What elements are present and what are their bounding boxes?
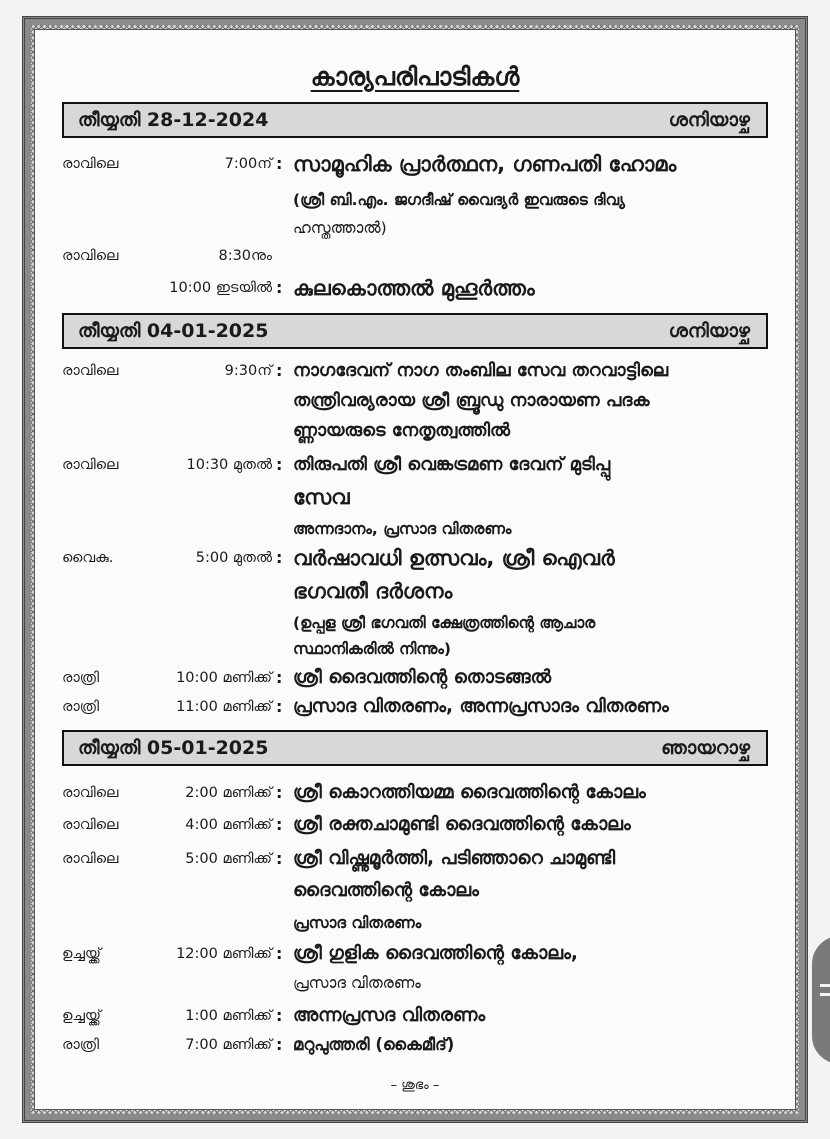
- schedule-row: [35, 149, 795, 179]
- event-note: (ശ്രീ ബി.എം. ജഗദീഷ് വൈദ്യർ ഇവരുടെ ദിവ്യ: [293, 191, 625, 209]
- event-description: സേവ: [293, 485, 350, 509]
- schedule-row: [35, 450, 795, 480]
- schedule-row: [35, 1030, 795, 1060]
- event-description: ശ്രീ കൊറത്തിയമ്മ ദൈവത്തിന്റെ കോലം: [293, 782, 646, 803]
- side-panel-handle[interactable]: [812, 936, 830, 1064]
- schedule-row: [35, 692, 795, 722]
- time-value: 12:00 മണിക്ക്: [176, 946, 272, 962]
- time-value: 5:00 മുതൽ: [195, 550, 272, 566]
- separator: :: [276, 278, 283, 297]
- time-of-day: രാത്രി: [62, 1037, 99, 1053]
- time-of-day: രാവിലെ: [62, 457, 119, 473]
- schedule-row-cont: [35, 386, 795, 416]
- date-header-day2: [62, 313, 768, 349]
- separator: :: [276, 944, 283, 963]
- time-of-day: രാവിലെ: [62, 363, 119, 379]
- event-description: ശ്രീ ഗുളിക ദൈവത്തിന്റെ കോലം,: [293, 943, 578, 964]
- time-of-day: വൈകു.: [62, 550, 114, 566]
- schedule-row: [35, 939, 795, 969]
- time-of-day: ഉച്ചയ്ക്ക്: [62, 946, 101, 962]
- time-value: 1:00 മണിക്ക്: [185, 1008, 272, 1024]
- event-description: വർഷാവധി ഉത്സവം, ശ്രീ ഐവർ: [293, 546, 615, 570]
- schedule-row-cont: [35, 576, 795, 606]
- event-description: ശ്രീ ദൈവത്തിന്റെ തൊടങ്ങൽ: [293, 667, 552, 688]
- separator: :: [276, 1006, 283, 1025]
- event-description: പ്രസാദ വിതരണം, അന്നപ്രസാദം വിതരണം: [293, 696, 669, 717]
- time-value: 10:00 മണിക്ക്: [176, 670, 272, 686]
- weekday-label: ഞായറാഴ്ച: [661, 737, 750, 759]
- schedule-row: [35, 778, 795, 808]
- event-description: മറുപുത്തരി (കൈമീദ്): [293, 1035, 455, 1054]
- event-description: നാഗദേവന് നാഗ തംബില സേവ തറവാട്ടിലെ: [293, 360, 669, 381]
- event-description: തന്ത്രിവര്യരായ ശ്രീ ബ്രൂഡു നാരായണ പദക: [293, 390, 650, 411]
- separator: :: [276, 1035, 283, 1054]
- separator: :: [276, 154, 283, 173]
- event-description: ദൈവത്തിന്റെ കോലം: [293, 880, 479, 901]
- event-note: (ഉപ്പള ശ്രീ ഭഗവതി ക്ഷേത്രത്തിന്റെ ആചാര: [293, 614, 596, 632]
- time-of-day: രാവിലെ: [62, 851, 119, 867]
- event-description: തിരുപതി ശ്രീ വെങ്കട്രമണ ദേവന് മുടിപ്പു: [293, 454, 611, 475]
- time-of-day: രാത്രി: [62, 670, 99, 686]
- schedule-row-cont: [35, 185, 795, 215]
- event-description: കുലകൊത്തൽ മുഹൂർത്തം: [293, 276, 535, 300]
- event-description: ഭഗവതീ ദർശനം: [293, 579, 453, 603]
- event-description: അന്നപ്രസദ വിതരണം: [293, 1005, 486, 1026]
- separator: :: [276, 668, 283, 687]
- schedule-row: [35, 844, 795, 874]
- event-note: ഹസ്തത്താൽ): [293, 219, 387, 237]
- time-of-day: രാത്രി: [62, 699, 99, 715]
- schedule-row-cont: [35, 482, 795, 512]
- schedule-row: [35, 273, 795, 303]
- time-of-day: രാവിലെ: [62, 248, 119, 264]
- event-description: ശ്രീ രക്തചാമുണ്ടി ദൈവത്തിന്റെ കോലം: [293, 814, 631, 835]
- weekday-label: ശനിയാഴ്ച: [668, 109, 750, 131]
- separator: :: [276, 455, 283, 474]
- schedule-row-cont: [35, 968, 795, 998]
- schedule-row-cont: [35, 416, 795, 446]
- event-description: ണ്ണായരുടെ നേതൃത്വത്തിൽ: [293, 420, 511, 441]
- schedule-row: [35, 356, 795, 386]
- schedule-row: [35, 1001, 795, 1031]
- event-note: പ്രസാദ വിതരണം: [293, 974, 421, 992]
- date-label: തീയ്യതി 04-01-2025: [78, 320, 269, 342]
- time-value: 8:30നും: [218, 248, 272, 264]
- date-header-day1: [62, 102, 768, 138]
- schedule-row-cont: [35, 908, 795, 938]
- separator: :: [276, 815, 283, 834]
- event-description: ശ്രീ വിഷ്ണുമൂർത്തി, പടിഞ്ഞാറെ ചാമുണ്ടി: [293, 848, 616, 869]
- separator: :: [276, 783, 283, 802]
- date-label: തീയ്യതി 05-01-2025: [78, 737, 269, 759]
- time-value: 7:00 മണിക്ക്: [185, 1037, 272, 1053]
- event-note: സ്ഥാനികരിൽ നിന്നും): [293, 640, 451, 658]
- time-value: 10:00 ഇടയിൽ: [169, 280, 272, 296]
- schedule-row-cont: [35, 213, 795, 243]
- schedule-row-cont: [35, 514, 795, 544]
- time-value: 7:00ന്: [224, 156, 272, 172]
- time-value: 10:30 മുതൽ: [186, 457, 272, 473]
- page-title: കാര്യപരിപാടികൾ: [310, 62, 520, 91]
- weekday-label: ശനിയാഴ്ച: [668, 320, 750, 342]
- time-of-day: രാവിലെ: [62, 785, 119, 801]
- time-of-day: ഉച്ചയ്ക്ക്: [62, 1008, 101, 1024]
- time-value: 9:30ന്: [224, 363, 272, 379]
- time-value: 11:00 മണിക്ക്: [176, 699, 272, 715]
- separator: :: [276, 849, 283, 868]
- time-value: 2:00 മണിക്ക്: [185, 785, 272, 801]
- schedule-row: [35, 810, 795, 840]
- event-note: അന്നദാനം, പ്രസാദ വിതരണം: [293, 520, 512, 538]
- separator: :: [276, 548, 283, 567]
- document-page: [34, 29, 796, 1110]
- time-value: 5:00 മണിക്ക്: [185, 851, 272, 867]
- time-of-day: രാവിലെ: [62, 156, 119, 172]
- schedule-row-cont: [35, 634, 795, 664]
- time-value: 4:00 മണിക്ക്: [185, 817, 272, 833]
- separator: :: [276, 697, 283, 716]
- schedule-row-cont: [35, 876, 795, 906]
- separator: :: [276, 361, 283, 380]
- event-note: പ്രസാദ വിതരണം: [293, 914, 422, 932]
- schedule-row: [35, 543, 795, 573]
- menu-icon: [820, 984, 830, 1016]
- date-label: തീയ്യതി 28-12-2024: [78, 109, 269, 131]
- event-description: സാമൂഹിക പ്രാർത്ഥന, ഗണപതി ഹോമം: [293, 152, 677, 176]
- time-of-day: രാവിലെ: [62, 817, 119, 833]
- date-header-day3: [62, 730, 768, 766]
- schedule-row: [35, 241, 795, 271]
- footer-text: – ശുഭം –: [390, 1078, 440, 1093]
- schedule-row: [35, 663, 795, 693]
